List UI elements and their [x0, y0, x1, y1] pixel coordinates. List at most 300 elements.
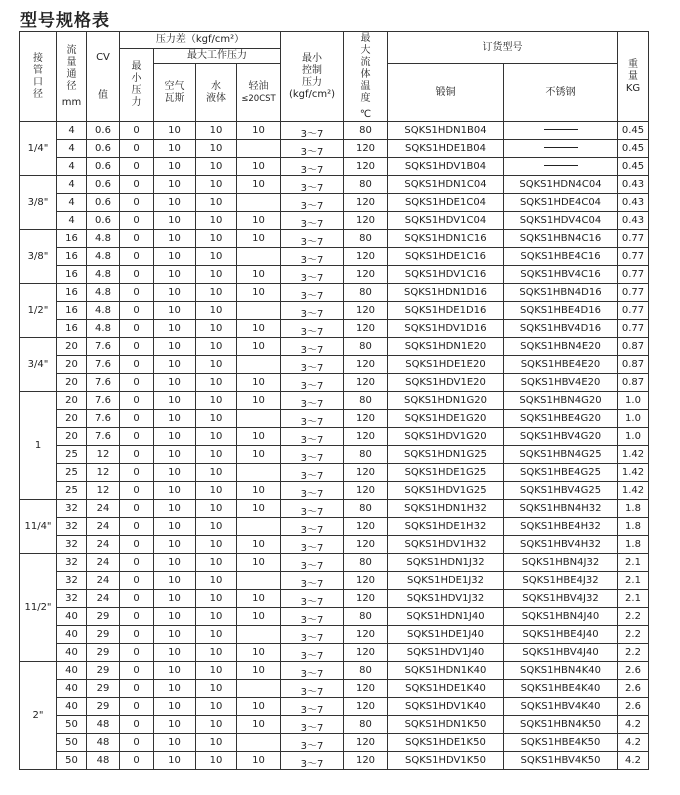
flow-cell: 20	[57, 356, 87, 374]
weight-cell: 0.77	[618, 302, 649, 320]
stainless-model-cell: SQKS1HBN4C16	[504, 230, 618, 248]
header-max-temp-char: 大	[360, 44, 371, 56]
header-flow-unit: mm	[61, 96, 82, 108]
table-row	[20, 464, 649, 482]
min-control-cell	[281, 752, 344, 770]
max-temp-cell: 120	[344, 356, 388, 374]
stainless-model-cell: SQKS1HBV4K50	[504, 752, 618, 770]
port-cell: 11/2"	[20, 554, 57, 662]
min-control-value: 3～7	[300, 542, 324, 554]
table-row	[20, 320, 649, 338]
min-control-value: 3～7	[300, 560, 324, 572]
cv-cell: 7.6	[87, 356, 120, 374]
max-temp-cell: 120	[344, 734, 388, 752]
dash-mark	[544, 147, 578, 148]
weight-cell: 2.2	[618, 608, 649, 626]
max-temp-cell: 120	[344, 590, 388, 608]
stainless-model-cell: SQKS1HBN4K40	[504, 662, 618, 680]
flow-cell: 20	[57, 410, 87, 428]
air-cell: 10	[154, 158, 196, 176]
header-cv-bottom: 值	[98, 89, 108, 101]
stainless-model-cell	[504, 158, 618, 176]
copper-model-cell: SQKS1HDN1K50	[388, 716, 504, 734]
copper-model-cell: SQKS1HDV1K40	[388, 698, 504, 716]
stainless-model-cell: SQKS1HBV4J32	[504, 590, 618, 608]
min-pressure-cell: 0	[120, 374, 154, 392]
min-control-value: 3～7	[300, 758, 324, 770]
min-pressure-cell: 0	[120, 482, 154, 500]
water-cell: 10	[196, 266, 237, 284]
oil-cell: 10	[237, 338, 281, 356]
header-min-control-line: 压力	[302, 76, 322, 88]
min-pressure-cell: 0	[120, 356, 154, 374]
oil-cell: 10	[237, 320, 281, 338]
max-temp-cell: 120	[344, 158, 388, 176]
water-cell: 10	[196, 320, 237, 338]
header-flow-char: 流	[66, 44, 77, 56]
air-cell: 10	[154, 518, 196, 536]
oil-cell	[237, 572, 281, 590]
stainless-model-cell: SQKS1HBV4K40	[504, 698, 618, 716]
min-pressure-cell: 0	[120, 230, 154, 248]
table-row	[20, 248, 649, 266]
water-cell: 10	[196, 680, 237, 698]
min-control-cell	[281, 266, 344, 284]
water-cell: 10	[196, 284, 237, 302]
table-row	[20, 590, 649, 608]
weight-cell: 2.6	[618, 680, 649, 698]
air-cell: 10	[154, 464, 196, 482]
max-temp-cell: 80	[344, 284, 388, 302]
header-min-pressure	[120, 49, 154, 122]
port-cell: 1/4"	[20, 122, 57, 176]
min-pressure-cell: 0	[120, 122, 154, 140]
weight-cell: 1.8	[618, 518, 649, 536]
min-control-value: 3～7	[300, 398, 324, 410]
copper-model-cell: SQKS1HDN1C16	[388, 230, 504, 248]
min-control-value: 3～7	[300, 686, 324, 698]
air-cell: 10	[154, 626, 196, 644]
copper-model-cell: SQKS1HDE1G25	[388, 464, 504, 482]
water-cell: 10	[196, 248, 237, 266]
cv-cell: 29	[87, 680, 120, 698]
min-control-value: 3～7	[300, 506, 324, 518]
air-cell: 10	[154, 194, 196, 212]
cv-cell: 7.6	[87, 392, 120, 410]
header-flow-char: 径	[66, 80, 77, 92]
stainless-model-cell: SQKS1HBE4D16	[504, 302, 618, 320]
oil-cell: 10	[237, 752, 281, 770]
stainless-model-cell: SQKS1HBN4H32	[504, 500, 618, 518]
page-title: 型号规格表	[20, 11, 110, 31]
flow-cell: 50	[57, 716, 87, 734]
stainless-model-cell: SQKS1HBN4K50	[504, 716, 618, 734]
min-control-cell	[281, 518, 344, 536]
copper-model-cell: SQKS1HDN1G25	[388, 446, 504, 464]
oil-cell	[237, 248, 281, 266]
oil-cell	[237, 356, 281, 374]
header-min-control-unit: (kgf/cm²)	[288, 88, 336, 100]
water-cell: 10	[196, 410, 237, 428]
max-temp-cell: 120	[344, 428, 388, 446]
header-air	[154, 64, 196, 122]
stainless-model-cell: SQKS1HBE4G25	[504, 464, 618, 482]
water-cell: 10	[196, 194, 237, 212]
weight-cell: 2.1	[618, 554, 649, 572]
flow-cell: 40	[57, 662, 87, 680]
min-control-cell	[281, 446, 344, 464]
header-water	[196, 64, 237, 122]
min-control-value: 3～7	[300, 146, 324, 158]
min-control-cell	[281, 230, 344, 248]
air-cell: 10	[154, 446, 196, 464]
min-control-cell	[281, 734, 344, 752]
port-cell: 3/8"	[20, 230, 57, 284]
flow-cell: 16	[57, 320, 87, 338]
stainless-model-cell: SQKS1HBE4G20	[504, 410, 618, 428]
copper-model-cell: SQKS1HDV1G20	[388, 428, 504, 446]
max-temp-cell: 80	[344, 230, 388, 248]
min-control-cell	[281, 302, 344, 320]
dash-mark	[544, 165, 578, 166]
water-cell: 10	[196, 572, 237, 590]
stainless-model-cell: SQKS1HBV4E20	[504, 374, 618, 392]
stainless-model-cell: SQKS1HBN4J40	[504, 608, 618, 626]
min-pressure-cell: 0	[120, 266, 154, 284]
stainless-model-cell: SQKS1HBV4G25	[504, 482, 618, 500]
air-cell: 10	[154, 554, 196, 572]
flow-cell: 4	[57, 212, 87, 230]
air-cell: 10	[154, 320, 196, 338]
min-control-value: 3～7	[300, 740, 324, 752]
table-row	[20, 122, 649, 140]
min-control-cell	[281, 158, 344, 176]
oil-cell: 10	[237, 176, 281, 194]
copper-model-cell: SQKS1HDN1E20	[388, 338, 504, 356]
max-temp-cell: 120	[344, 752, 388, 770]
cv-cell: 4.8	[87, 248, 120, 266]
min-pressure-cell: 0	[120, 410, 154, 428]
copper-model-cell: SQKS1HDE1J40	[388, 626, 504, 644]
weight-cell: 2.2	[618, 644, 649, 662]
max-temp-cell: 120	[344, 626, 388, 644]
min-control-cell	[281, 716, 344, 734]
air-cell: 10	[154, 410, 196, 428]
max-temp-cell: 120	[344, 374, 388, 392]
table-row	[20, 230, 649, 248]
cv-cell: 4.8	[87, 320, 120, 338]
min-control-value: 3～7	[300, 182, 324, 194]
oil-cell	[237, 464, 281, 482]
water-cell: 10	[196, 662, 237, 680]
min-control-value: 3～7	[300, 578, 324, 590]
weight-cell: 0.77	[618, 284, 649, 302]
min-control-cell	[281, 284, 344, 302]
oil-cell	[237, 626, 281, 644]
header-port-char: 管	[33, 64, 43, 76]
air-cell: 10	[154, 212, 196, 230]
water-cell: 10	[196, 500, 237, 518]
header-weight-char: 量	[628, 70, 638, 82]
oil-cell: 10	[237, 122, 281, 140]
stainless-model-cell	[504, 140, 618, 158]
flow-cell: 50	[57, 752, 87, 770]
min-control-value: 3～7	[300, 362, 324, 374]
table-row	[20, 302, 649, 320]
air-cell: 10	[154, 590, 196, 608]
header-order-model: 订货型号	[388, 32, 618, 64]
copper-model-cell: SQKS1HDN1B04	[388, 122, 504, 140]
min-control-value: 3～7	[300, 704, 324, 716]
weight-cell: 2.6	[618, 698, 649, 716]
header-min-control-line: 最小	[302, 52, 322, 64]
max-temp-cell: 120	[344, 410, 388, 428]
stainless-model-cell: SQKS1HBE4C16	[504, 248, 618, 266]
min-pressure-cell: 0	[120, 752, 154, 770]
weight-cell: 0.43	[618, 176, 649, 194]
table-row	[20, 158, 649, 176]
min-pressure-cell: 0	[120, 500, 154, 518]
air-cell: 10	[154, 122, 196, 140]
oil-cell: 10	[237, 212, 281, 230]
weight-cell: 0.77	[618, 320, 649, 338]
cv-cell: 12	[87, 464, 120, 482]
table-row	[20, 266, 649, 284]
copper-model-cell: SQKS1HDE1J32	[388, 572, 504, 590]
header-max-temp	[344, 32, 388, 122]
min-pressure-cell: 0	[120, 536, 154, 554]
min-control-value: 3～7	[300, 434, 324, 446]
cv-cell: 48	[87, 734, 120, 752]
air-cell: 10	[154, 500, 196, 518]
min-control-value: 3～7	[300, 524, 324, 536]
cv-cell: 29	[87, 644, 120, 662]
air-cell: 10	[154, 698, 196, 716]
table-row	[20, 644, 649, 662]
min-pressure-cell: 0	[120, 644, 154, 662]
min-control-cell	[281, 626, 344, 644]
stainless-model-cell: SQKS1HBE4K40	[504, 680, 618, 698]
air-cell: 10	[154, 302, 196, 320]
flow-cell: 32	[57, 500, 87, 518]
flow-cell: 4	[57, 158, 87, 176]
flow-cell: 40	[57, 626, 87, 644]
max-temp-cell: 80	[344, 392, 388, 410]
header-flow-char: 通	[66, 68, 77, 80]
air-cell: 10	[154, 752, 196, 770]
cv-cell: 24	[87, 518, 120, 536]
stainless-model-cell: SQKS1HBE4K50	[504, 734, 618, 752]
table-row	[20, 554, 649, 572]
min-control-cell	[281, 464, 344, 482]
cv-cell: 29	[87, 608, 120, 626]
table-row	[20, 356, 649, 374]
water-cell: 10	[196, 734, 237, 752]
copper-model-cell: SQKS1HDE1B04	[388, 140, 504, 158]
copper-model-cell: SQKS1HDV1G25	[388, 482, 504, 500]
flow-cell: 4	[57, 140, 87, 158]
max-temp-cell: 80	[344, 500, 388, 518]
min-control-cell	[281, 608, 344, 626]
air-cell: 10	[154, 716, 196, 734]
cv-cell: 7.6	[87, 338, 120, 356]
flow-cell: 40	[57, 680, 87, 698]
header-min-control-line: 控制	[302, 64, 322, 76]
copper-model-cell: SQKS1HDN1J40	[388, 608, 504, 626]
port-cell: 1	[20, 392, 57, 500]
min-control-value: 3～7	[300, 470, 324, 482]
min-control-value: 3～7	[300, 344, 324, 356]
header-water-line: 水	[211, 80, 221, 92]
oil-cell	[237, 680, 281, 698]
flow-cell: 25	[57, 482, 87, 500]
air-cell: 10	[154, 572, 196, 590]
stainless-model-cell: SQKS1HBV4J40	[504, 644, 618, 662]
max-temp-cell: 120	[344, 536, 388, 554]
table-row	[20, 194, 649, 212]
cv-cell: 24	[87, 554, 120, 572]
min-control-value: 3～7	[300, 236, 324, 248]
table-row	[20, 410, 649, 428]
weight-cell: 0.77	[618, 230, 649, 248]
port-cell: 2"	[20, 662, 57, 770]
min-control-cell	[281, 374, 344, 392]
header-weight-unit: KG	[625, 82, 641, 94]
min-pressure-cell: 0	[120, 572, 154, 590]
table-row	[20, 140, 649, 158]
copper-model-cell: SQKS1HDV1C04	[388, 212, 504, 230]
weight-cell: 0.45	[618, 140, 649, 158]
air-cell: 10	[154, 482, 196, 500]
copper-model-cell: SQKS1HDE1C04	[388, 194, 504, 212]
weight-cell: 4.2	[618, 716, 649, 734]
flow-cell: 25	[57, 464, 87, 482]
oil-cell: 10	[237, 608, 281, 626]
min-control-cell	[281, 428, 344, 446]
copper-model-cell: SQKS1HDE1D16	[388, 302, 504, 320]
air-cell: 10	[154, 392, 196, 410]
air-cell: 10	[154, 266, 196, 284]
header-weight-char: 重	[628, 58, 638, 70]
cv-cell: 29	[87, 698, 120, 716]
flow-cell: 4	[57, 194, 87, 212]
water-cell: 10	[196, 698, 237, 716]
flow-cell: 40	[57, 698, 87, 716]
oil-cell: 10	[237, 392, 281, 410]
oil-cell	[237, 140, 281, 158]
header-max-temp-char: 最	[360, 32, 371, 44]
weight-cell: 0.45	[618, 158, 649, 176]
copper-model-cell: SQKS1HDV1J40	[388, 644, 504, 662]
oil-cell: 10	[237, 482, 281, 500]
flow-cell: 40	[57, 644, 87, 662]
air-cell: 10	[154, 536, 196, 554]
min-pressure-cell: 0	[120, 140, 154, 158]
min-control-cell	[281, 194, 344, 212]
weight-cell: 1.8	[618, 500, 649, 518]
water-cell: 10	[196, 212, 237, 230]
min-control-value: 3～7	[300, 200, 324, 212]
cv-cell: 4.8	[87, 266, 120, 284]
flow-cell: 20	[57, 338, 87, 356]
weight-cell: 4.2	[618, 734, 649, 752]
cv-cell: 0.6	[87, 212, 120, 230]
cv-cell: 0.6	[87, 122, 120, 140]
header-air-line: 空气	[164, 80, 185, 92]
weight-cell: 1.0	[618, 392, 649, 410]
header-flow	[57, 32, 87, 122]
stainless-model-cell: SQKS1HBE4J40	[504, 626, 618, 644]
min-pressure-cell: 0	[120, 392, 154, 410]
oil-cell	[237, 734, 281, 752]
weight-cell: 0.77	[618, 248, 649, 266]
oil-cell: 10	[237, 716, 281, 734]
max-temp-cell: 120	[344, 572, 388, 590]
min-control-cell	[281, 572, 344, 590]
flow-cell: 16	[57, 302, 87, 320]
flow-cell: 32	[57, 590, 87, 608]
weight-cell: 1.42	[618, 446, 649, 464]
table-row	[20, 446, 649, 464]
copper-model-cell: SQKS1HDV1J32	[388, 590, 504, 608]
flow-cell: 16	[57, 248, 87, 266]
stainless-model-cell: SQKS1HBN4J32	[504, 554, 618, 572]
oil-cell: 10	[237, 644, 281, 662]
stainless-model-cell: SQKS1HBV4D16	[504, 320, 618, 338]
table-row	[20, 428, 649, 446]
copper-model-cell: SQKS1HDE1K50	[388, 734, 504, 752]
min-control-cell	[281, 320, 344, 338]
water-cell: 10	[196, 374, 237, 392]
min-control-cell	[281, 212, 344, 230]
header-oil	[237, 64, 281, 122]
air-cell: 10	[154, 428, 196, 446]
min-control-cell	[281, 680, 344, 698]
min-control-cell	[281, 356, 344, 374]
weight-cell: 2.6	[618, 662, 649, 680]
port-cell: 3/4"	[20, 338, 57, 392]
water-cell: 10	[196, 608, 237, 626]
min-pressure-cell: 0	[120, 194, 154, 212]
table-row	[20, 374, 649, 392]
oil-cell: 10	[237, 662, 281, 680]
copper-model-cell: SQKS1HDV1H32	[388, 536, 504, 554]
stainless-model-cell: SQKS1HBN4D16	[504, 284, 618, 302]
min-pressure-cell: 0	[120, 212, 154, 230]
port-cell: 3/8"	[20, 176, 57, 230]
copper-model-cell: SQKS1HDE1C16	[388, 248, 504, 266]
cv-cell: 24	[87, 500, 120, 518]
table-row	[20, 752, 649, 770]
stainless-model-cell: SQKS1HDV4C04	[504, 212, 618, 230]
water-cell: 10	[196, 518, 237, 536]
stainless-model-cell: SQKS1HBN4E20	[504, 338, 618, 356]
table-row	[20, 482, 649, 500]
min-control-value: 3～7	[300, 596, 324, 608]
min-control-cell	[281, 554, 344, 572]
max-temp-cell: 120	[344, 302, 388, 320]
oil-cell: 10	[237, 698, 281, 716]
max-temp-cell: 80	[344, 716, 388, 734]
min-pressure-cell: 0	[120, 428, 154, 446]
stainless-model-cell: SQKS1HDN4C04	[504, 176, 618, 194]
air-cell: 10	[154, 230, 196, 248]
table-row	[20, 392, 649, 410]
flow-cell: 16	[57, 266, 87, 284]
oil-cell	[237, 194, 281, 212]
min-control-value: 3～7	[300, 632, 324, 644]
flow-cell: 50	[57, 734, 87, 752]
